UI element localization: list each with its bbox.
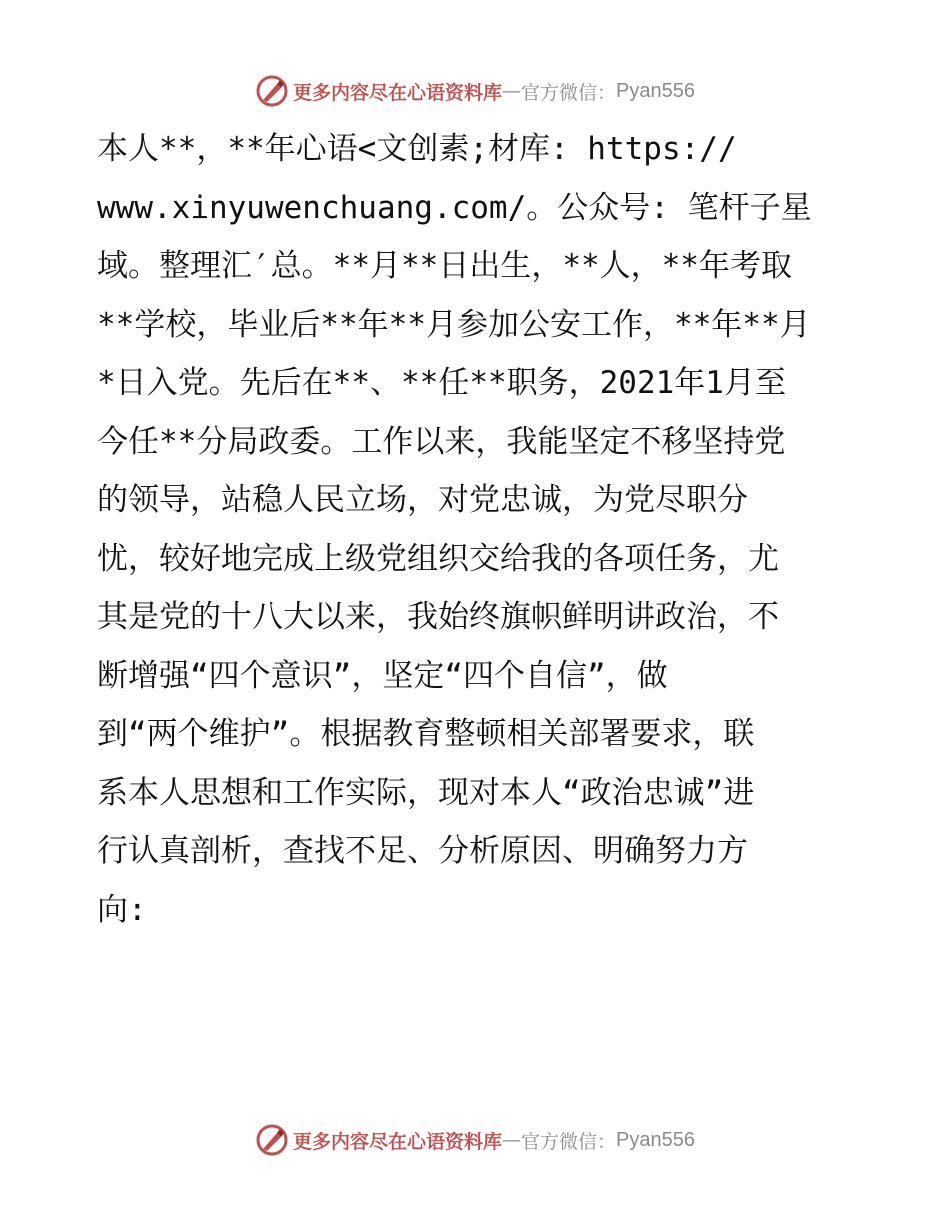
- header-watermark: [0, 71, 950, 111]
- paragraph-line: 的领导，站稳人民立场，对党忠诚，为党尽职分: [97, 482, 748, 518]
- watermark-wechat-label: 官方微信：: [521, 1130, 617, 1153]
- paragraph-line: 断增强“四个意识”，坚定“四个自信”，做: [97, 657, 668, 694]
- watermark-wechat-label: 官方微信：: [521, 81, 617, 104]
- watermark-wechat-id: Pyan556: [616, 1128, 695, 1151]
- watermark-wechat-id: Pyan556: [616, 79, 695, 102]
- paragraph-line: *日入党。先后在**、**任**职务，2021年1月至: [97, 365, 786, 401]
- pen-logo-icon: [255, 1123, 289, 1157]
- paragraph-line: **学校，毕业后**年**月参加公安工作，**年**月: [97, 306, 811, 343]
- paragraph-line: 域。整理汇′总。**月**日出生，**人，**年考取: [97, 248, 792, 284]
- paragraph-line: www.xinyuwenchuang.com/。公众号: 笔杆子星: [97, 189, 812, 226]
- watermark-separator: —: [502, 80, 522, 102]
- paragraph-line: 行认真剖析，查找不足、分析原因、明确努力方: [97, 833, 748, 869]
- document-paragraph: [97, 120, 857, 939]
- paragraph-line: 向:: [97, 891, 147, 928]
- paragraph-line: 到“两个维护”。根据教育整顿相关部署要求，联: [97, 716, 755, 752]
- paragraph-line: 其是党的十八大以来，我始终旗帜鲜明讲政治，不: [97, 599, 779, 635]
- watermark-brand: 更多内容尽在心语资料库: [293, 1130, 503, 1153]
- paragraph-line: 系本人思想和工作实际，现对本人“政治忠诚”进: [97, 774, 755, 811]
- paragraph-line: 今任**分局政委。工作以来，我能坚定不移坚持党: [97, 423, 786, 460]
- paragraph-line: 本人**，**年心语<文创素;材库: https://: [97, 131, 737, 167]
- watermark-brand: 更多内容尽在心语资料库: [293, 81, 503, 104]
- paragraph-line: 忧，较好地完成上级党组织交给我的各项任务，尤: [97, 540, 779, 577]
- footer-watermark: [0, 1120, 950, 1160]
- watermark-separator: —: [502, 1129, 522, 1151]
- pen-logo-icon: [255, 74, 289, 108]
